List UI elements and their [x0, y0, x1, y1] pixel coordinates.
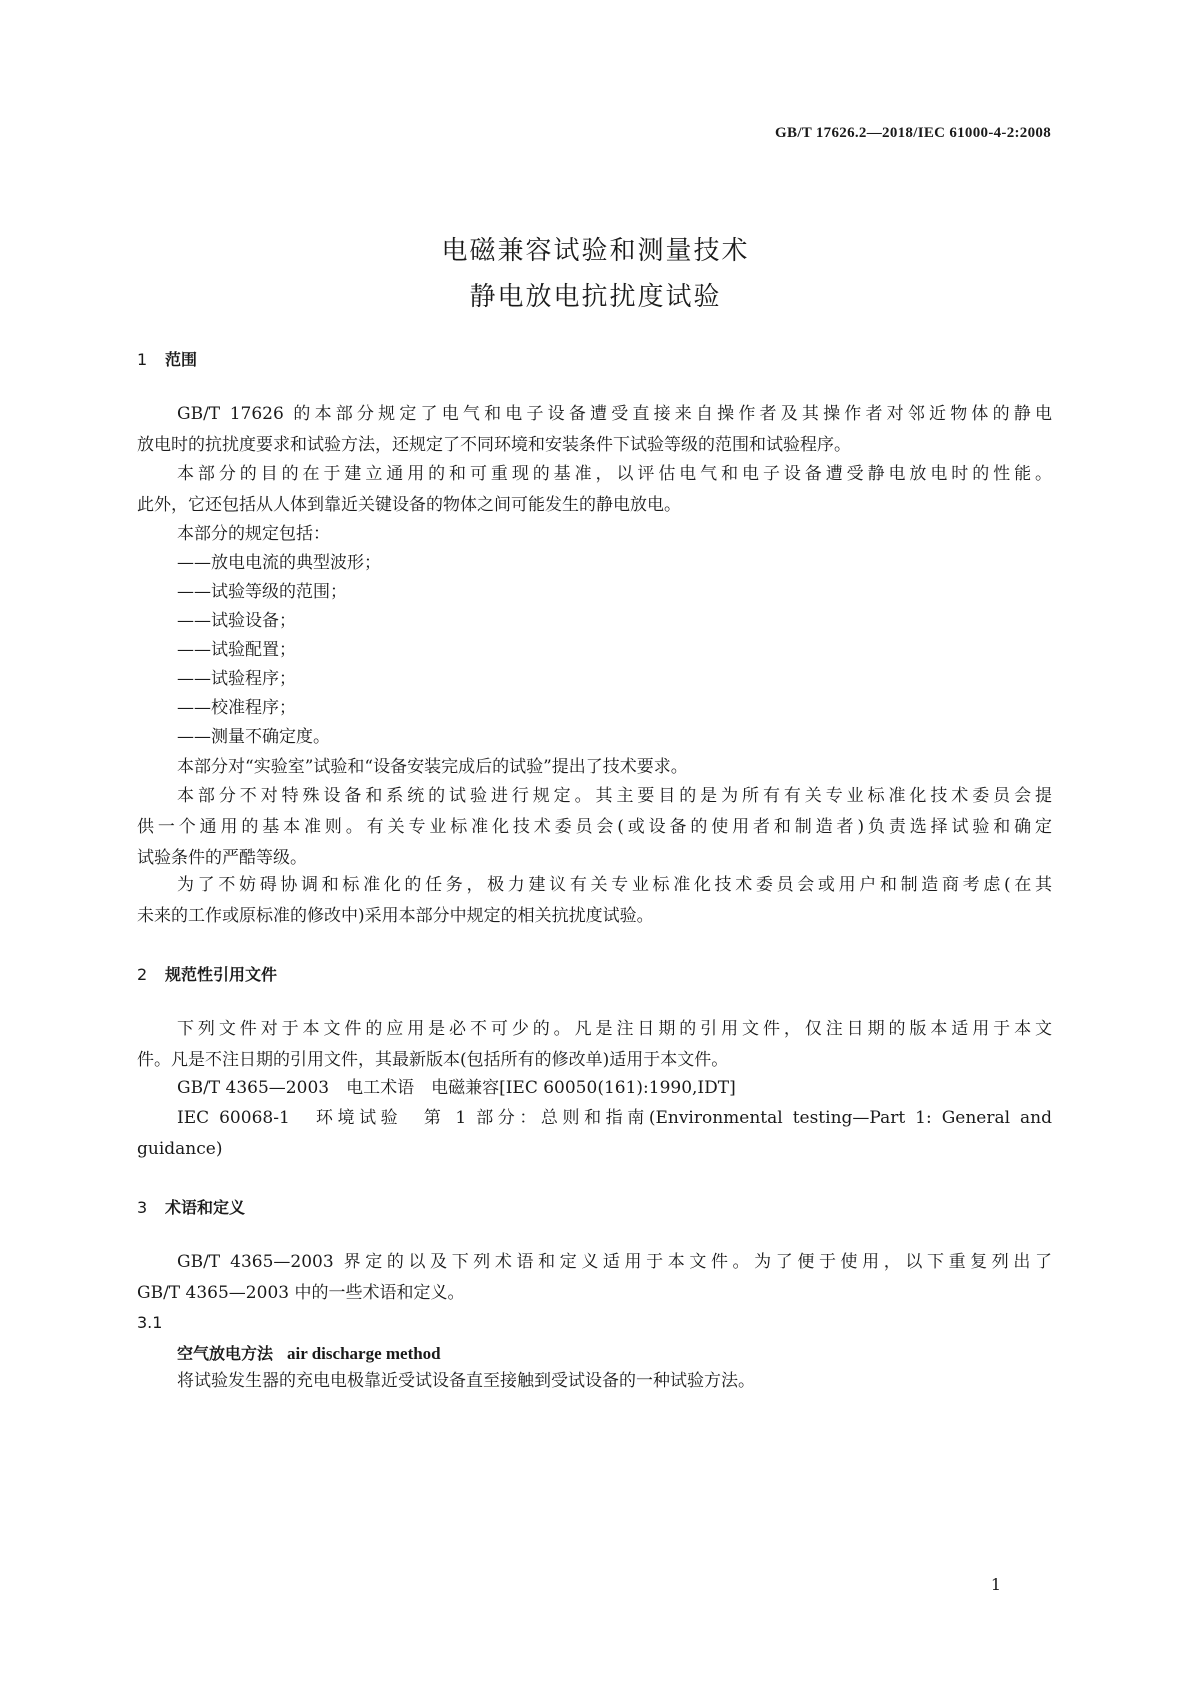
- paragraph: [137, 781, 1052, 874]
- section-1-heading: [137, 347, 197, 370]
- section-title: 范围: [165, 350, 198, 369]
- paragraph: [137, 459, 1052, 521]
- text-line: 未来的工作或原标准的修改中)采用本部分中规定的相关抗扰度试验。: [137, 906, 654, 926]
- term-chinese: 空气放电方法: [177, 1344, 274, 1363]
- list-item: ——试验配置；: [177, 640, 296, 660]
- list-item: ——校准程序；: [177, 698, 296, 718]
- term-english: air discharge method: [287, 1344, 441, 1363]
- text-line: 此外，它还包括从人体到靠近关键设备的物体之间可能发生的静电放电。: [137, 495, 681, 515]
- paragraph: 本部分对“实验室”试验和“设备安装完成后的试验”提出了技术要求。: [177, 757, 688, 777]
- section-number: 2: [137, 965, 148, 984]
- text-line: 本部分的目的在于建立通用的和可重现的基准，以评估电气和电子设备遭受静电放电时的性能。: [177, 464, 1052, 484]
- list-item: ——试验等级的范围；: [177, 582, 347, 602]
- paragraph: [137, 870, 1052, 932]
- reference-item: [137, 1103, 1052, 1165]
- text-line: 件。凡是不注日期的引用文件，其最新版本(包括所有的修改单)适用于本文件。: [137, 1050, 729, 1070]
- text-line: 试验条件的严酷等级。: [137, 848, 307, 868]
- text-line: 供一个通用的基本准则。有关专业标准化技术委员会(或设备的使用者和制造者)负责选择试验和确定: [137, 817, 1052, 837]
- section-title: 规范性引用文件: [165, 965, 278, 984]
- text-line: IEC 60068-1 环境试验 第 1 部分：总则和指南(Environmental testing—Part 1: General and: [177, 1108, 1052, 1128]
- document-title-line-1: 电磁兼容试验和测量技术: [441, 236, 750, 266]
- list-item: ——测量不确定度。: [177, 727, 330, 747]
- list-item: ——试验设备；: [177, 611, 296, 631]
- text-line: 本部分不对特殊设备和系统的试验进行规定。其主要目的是为所有有关专业标准化技术委员会提: [177, 786, 1052, 806]
- standard-code: GB/T 17626.2—2018/IEC 61000-4-2:2008: [775, 125, 1051, 141]
- text-line: 放电时的抗扰度要求和试验方法，还规定了不同环境和安装条件下试验等级的范围和试验程序。: [137, 435, 851, 455]
- list-intro: 本部分的规定包括：: [177, 524, 330, 544]
- paragraph: [137, 1247, 1052, 1309]
- term-entry: [177, 1341, 441, 1364]
- list-item: ——试验程序；: [177, 669, 296, 689]
- section-title: 术语和定义: [165, 1198, 246, 1217]
- section-number: 3: [137, 1198, 148, 1217]
- text-line: guidance): [137, 1139, 223, 1159]
- term-definition: 将试验发生器的充电电极靠近受试设备直至接触到受试设备的一种试验方法。: [177, 1371, 755, 1391]
- text-line: GB/T 4365—2003 界定的以及下列术语和定义适用于本文件。为了便于使用，以下重复列出了: [177, 1252, 1052, 1272]
- text-line: 下列文件对于本文件的应用是必不可少的。凡是注日期的引用文件，仅注日期的版本适用于本文: [177, 1019, 1052, 1039]
- page-number: 1: [990, 1575, 1001, 1594]
- document-title-line-2: 静电放电抗扰度试验: [469, 282, 722, 312]
- section-number: 1: [137, 350, 148, 369]
- term-number: 3.1: [137, 1313, 163, 1332]
- text-line: GB/T 17626 的本部分规定了电气和电子设备遭受直接来自操作者及其操作者对邻近物体的静电: [177, 404, 1052, 424]
- section-3-heading: [137, 1195, 245, 1218]
- section-2-heading: [137, 962, 277, 985]
- text-line: GB/T 4365—2003 中的一些术语和定义。: [137, 1283, 465, 1303]
- list-item: ——放电电流的典型波形；: [177, 553, 381, 573]
- text-line: 为了不妨碍协调和标准化的任务，极力建议有关专业标准化技术委员会或用户和制造商考虑(在其: [177, 875, 1052, 895]
- reference-item: GB/T 4365—2003 电工术语 电磁兼容[IEC 60050(161):1990,IDT]: [177, 1078, 736, 1098]
- paragraph: [137, 399, 1052, 461]
- paragraph: [137, 1014, 1052, 1076]
